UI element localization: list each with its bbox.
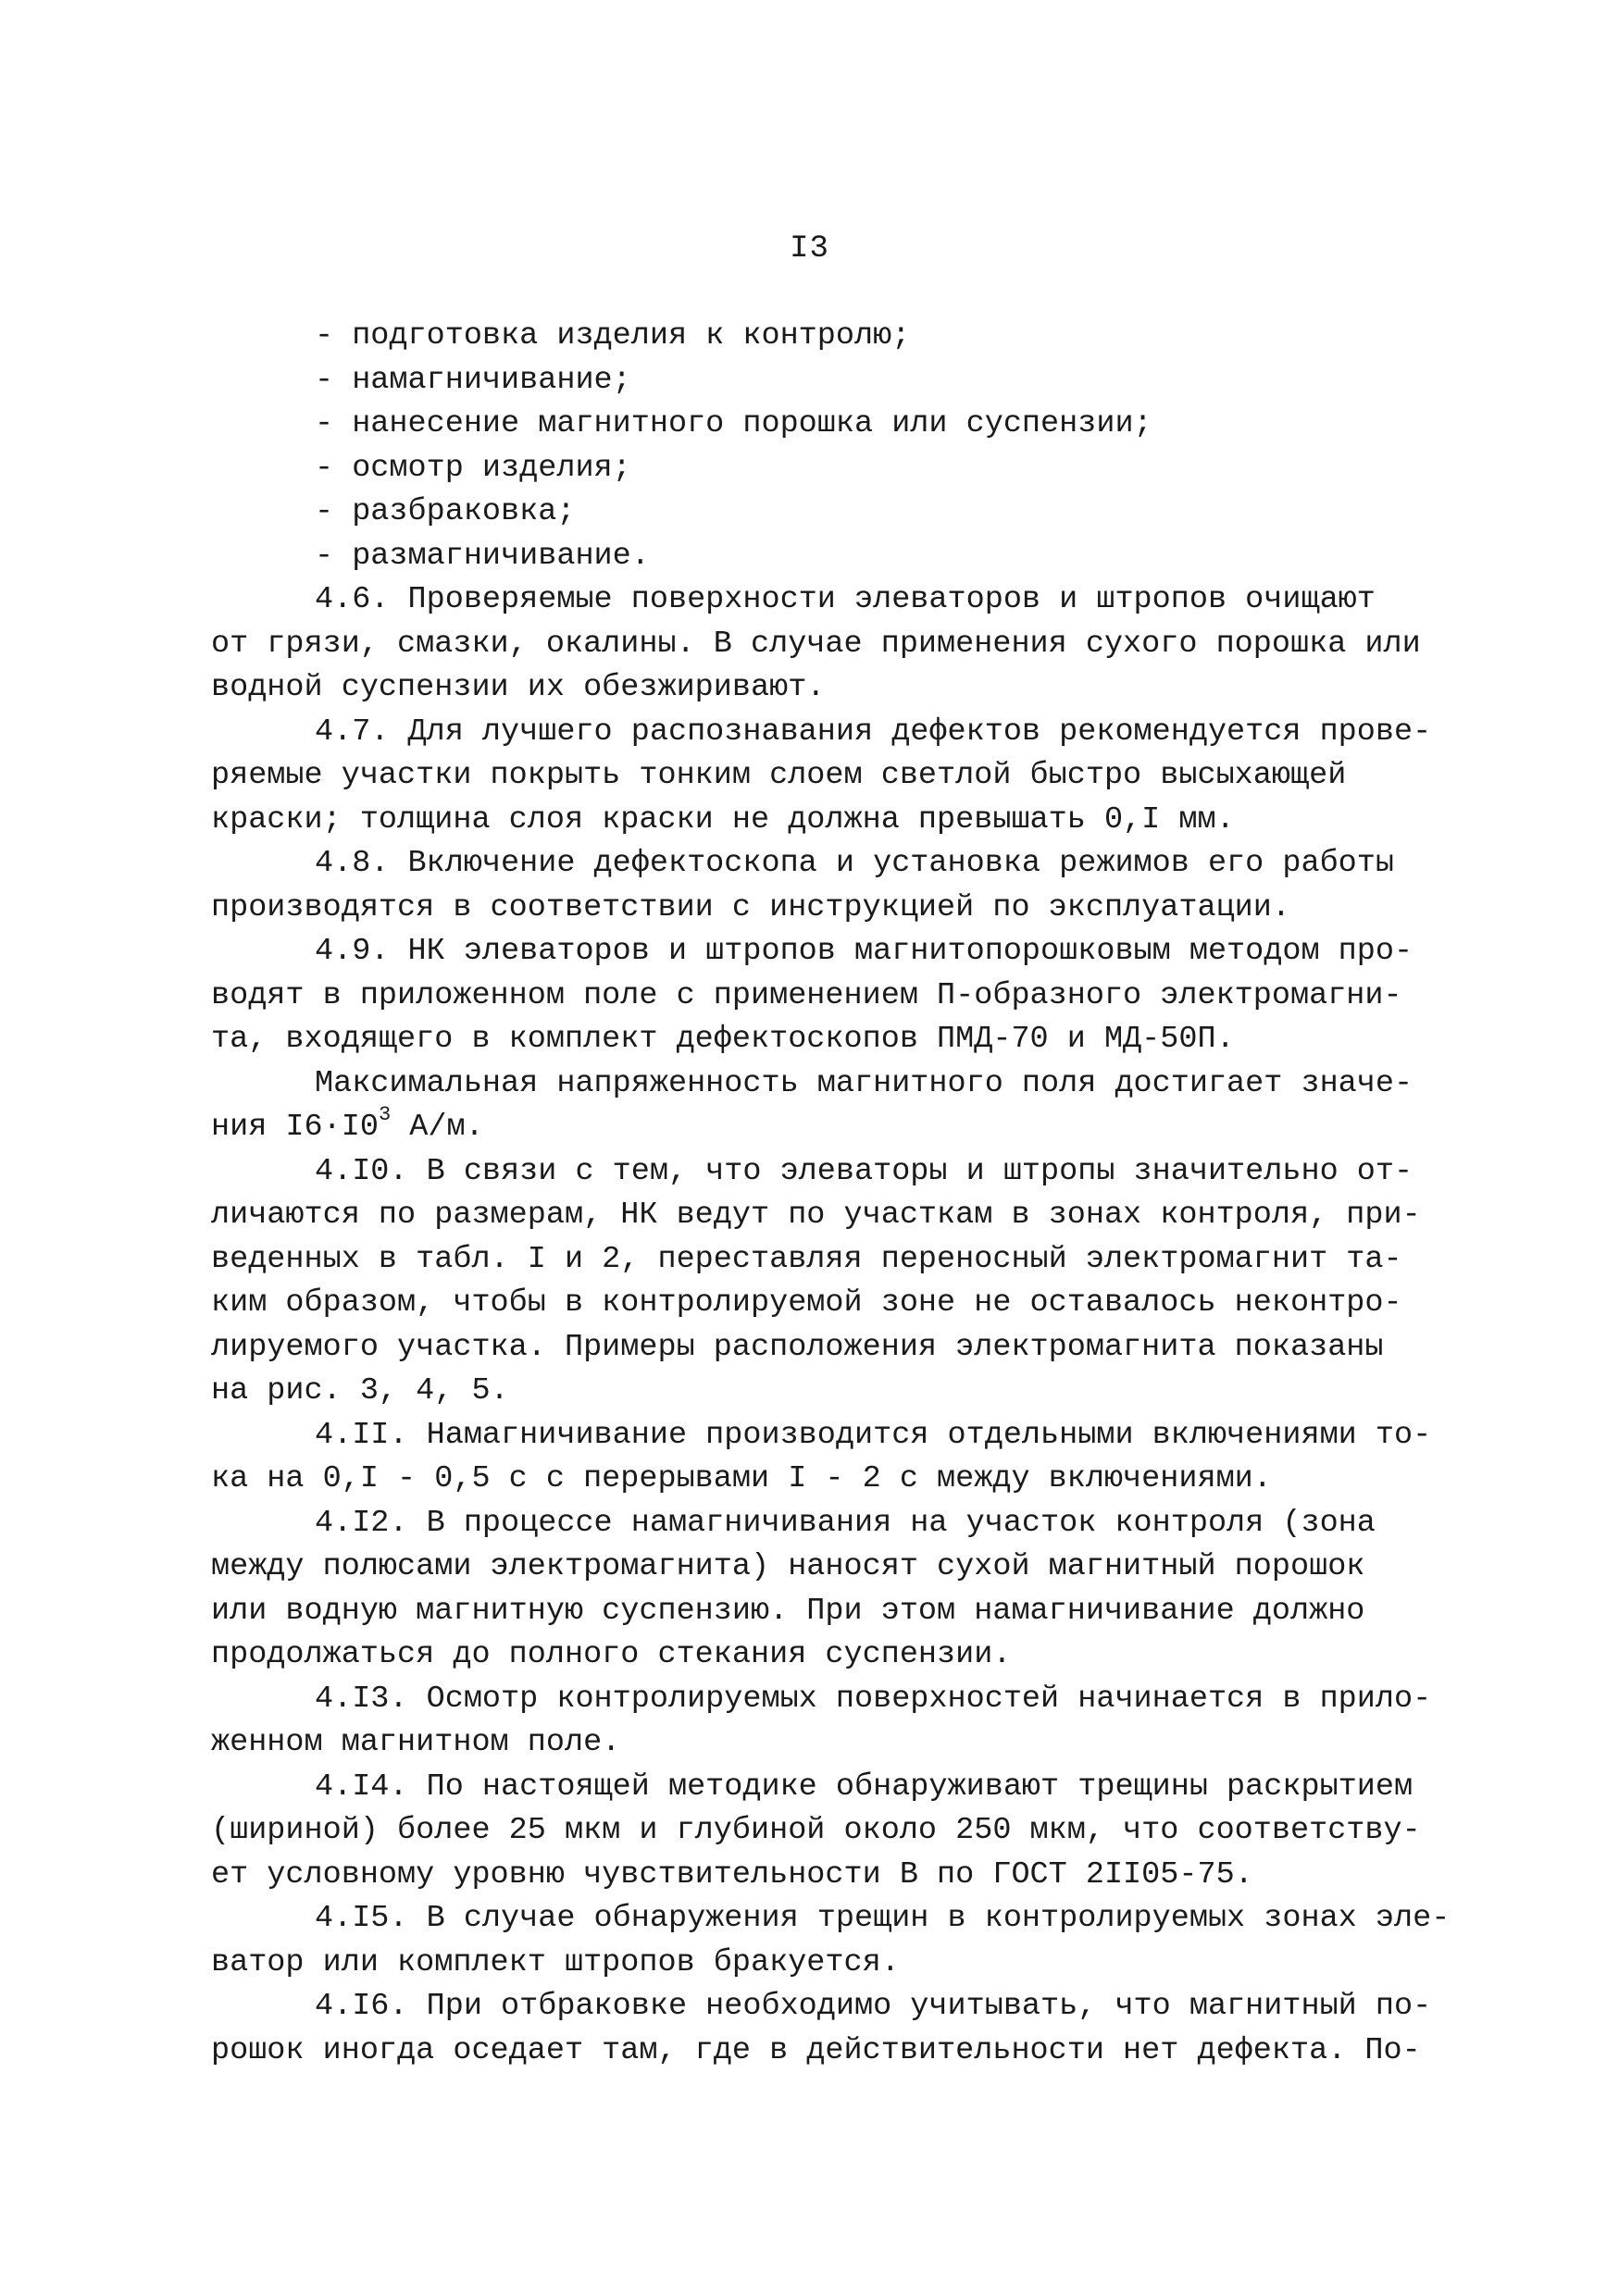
paragraph-4-15 bbox=[211, 1897, 1451, 1985]
paragraph-line: 4.7. Для лучшего распознавания дефектов рекомендуется прове- bbox=[315, 714, 1432, 750]
paragraph-line: личаются по размерам, НК ведут по участкам в зонах контроля, при- bbox=[211, 1198, 1421, 1233]
list-item: - осмотр изделия; bbox=[315, 450, 631, 486]
page-number: I3 bbox=[790, 231, 829, 267]
paragraph-4-6 bbox=[211, 578, 1433, 711]
paragraph-line: 4.II. Намагничивание производится отдельными включениями то- bbox=[315, 1417, 1432, 1453]
paragraph-line: ряемые участки покрыть тонким слоем светлой быстро высыхающей bbox=[211, 758, 1347, 793]
paragraph-line: продолжаться до полного стекания суспензии. bbox=[211, 1637, 1012, 1672]
paragraph-line: краски; толщина слоя краски не должна превышать 0,I мм. bbox=[211, 801, 1235, 838]
paragraph-4-7 bbox=[211, 711, 1433, 843]
paragraph-line bbox=[211, 1102, 1433, 1150]
paragraph-line: или водную магнитную суспензию. При этом намагничивание должно bbox=[211, 1593, 1365, 1629]
paragraph-4-8 bbox=[211, 842, 1433, 930]
paragraph-line: 4.I5. В случае обнаружения трещин в контролируемых зонах эле- bbox=[315, 1901, 1451, 1936]
paragraph-line: та, входящего в комплект дефектоскопов ПМД-70 и МД-50П. bbox=[211, 1022, 1235, 1057]
paragraph-line: 4.I4. По настоящей методике обнаруживают трещины раскрытием bbox=[315, 1769, 1414, 1805]
paragraph-line: производятся в соответствии с инструкцией по эксплуатации. bbox=[211, 889, 1290, 925]
paragraph-line: ет условному уровню чувствительности В по ГОСТ 2II05-75. bbox=[211, 1856, 1253, 1893]
paragraph-line: ка на 0,I - 0,5 с с перерывами I - 2 с между включениями. bbox=[211, 1461, 1272, 1496]
paragraph-line: ким образом, чтобы в контролируемой зоне не оставалось неконтро- bbox=[211, 1285, 1402, 1321]
paragraph-line: 4.6. Проверяемые поверхности элеваторов и штропов очищают bbox=[315, 582, 1376, 617]
paragraph-line: между полюсами электромагнита) наносят сухой магнитный порошок bbox=[211, 1549, 1365, 1584]
paragraph-line: на рис. 3, 4, 5. bbox=[211, 1373, 509, 1409]
paragraph-4-9 bbox=[211, 930, 1433, 1062]
paragraph-max-field-strength bbox=[211, 1062, 1433, 1150]
list-item: - подготовка изделия к контролю; bbox=[315, 318, 911, 354]
paragraph-4-13 bbox=[211, 1678, 1433, 1766]
paragraph-line: водной суспензии их обезжиривают. bbox=[211, 670, 826, 705]
paragraph-4-10 bbox=[211, 1150, 1433, 1414]
paragraph-line: веденных в табл. I и 2, переставляя переносный электромагнит та- bbox=[211, 1241, 1402, 1277]
paragraph-line: 4.I6. При отбраковке необходимо учитывать, что магнитный по- bbox=[315, 1989, 1432, 2024]
paragraph-line: Максимальная напряженность магнитного поля достигает значе- bbox=[315, 1065, 1414, 1101]
paragraph-line: ватор или комплект штропов бракуется. bbox=[211, 1944, 900, 1980]
field-value-text: ния I6·I0 bbox=[211, 1110, 379, 1145]
paragraph-4-12 bbox=[211, 1502, 1433, 1678]
paragraph-line: 4.I2. В процессе намагничивания на участок контроля (зона bbox=[315, 1505, 1376, 1541]
paragraph-4-14 bbox=[211, 1766, 1433, 1898]
paragraph-4-11 bbox=[211, 1414, 1433, 1502]
document-body bbox=[211, 315, 1451, 2073]
paragraph-line: рошок иногда оседает там, где в действительности нет дефекта. По- bbox=[211, 2032, 1421, 2068]
paragraph-line: 4.I3. Осмотр контролируемых поверхностей начинается в прило- bbox=[315, 1681, 1432, 1717]
paragraph-line: (шириной) более 25 мкм и глубиной около 250 мкм, что соответству- bbox=[211, 1813, 1421, 1848]
paragraph-line: 4.I0. В связи с тем, что элеваторы и штропы значительно от- bbox=[315, 1153, 1414, 1189]
list-item: - размагничивание. bbox=[315, 538, 650, 574]
paragraph-line: 4.9. НК элеваторов и штропов магнитопорошковым методом про- bbox=[315, 934, 1414, 969]
list-item: - намагничивание; bbox=[315, 362, 631, 398]
paragraph-line: от грязи, смазки, окалины. В случае применения сухого порошка или bbox=[211, 626, 1421, 662]
paragraph-4-16 bbox=[211, 1985, 1433, 2073]
exponent: 3 bbox=[378, 1102, 392, 1126]
list-item: - разбраковка; bbox=[315, 494, 576, 529]
paragraph-line: женном магнитном поле. bbox=[211, 1725, 621, 1760]
paragraph-line: лируемого участка. Примеры расположения электромагнита показаны bbox=[211, 1329, 1384, 1365]
paragraph-line: водят в приложенном поле с применением П-образного электромагни- bbox=[211, 977, 1402, 1013]
procedure-steps-list bbox=[211, 315, 1433, 578]
unit-text: А/м. bbox=[391, 1110, 484, 1145]
paragraph-line: 4.8. Включение дефектоскопа и установка режимов его работы bbox=[315, 846, 1394, 881]
list-item: - нанесение магнитного порошка или суспензии; bbox=[315, 406, 1152, 441]
